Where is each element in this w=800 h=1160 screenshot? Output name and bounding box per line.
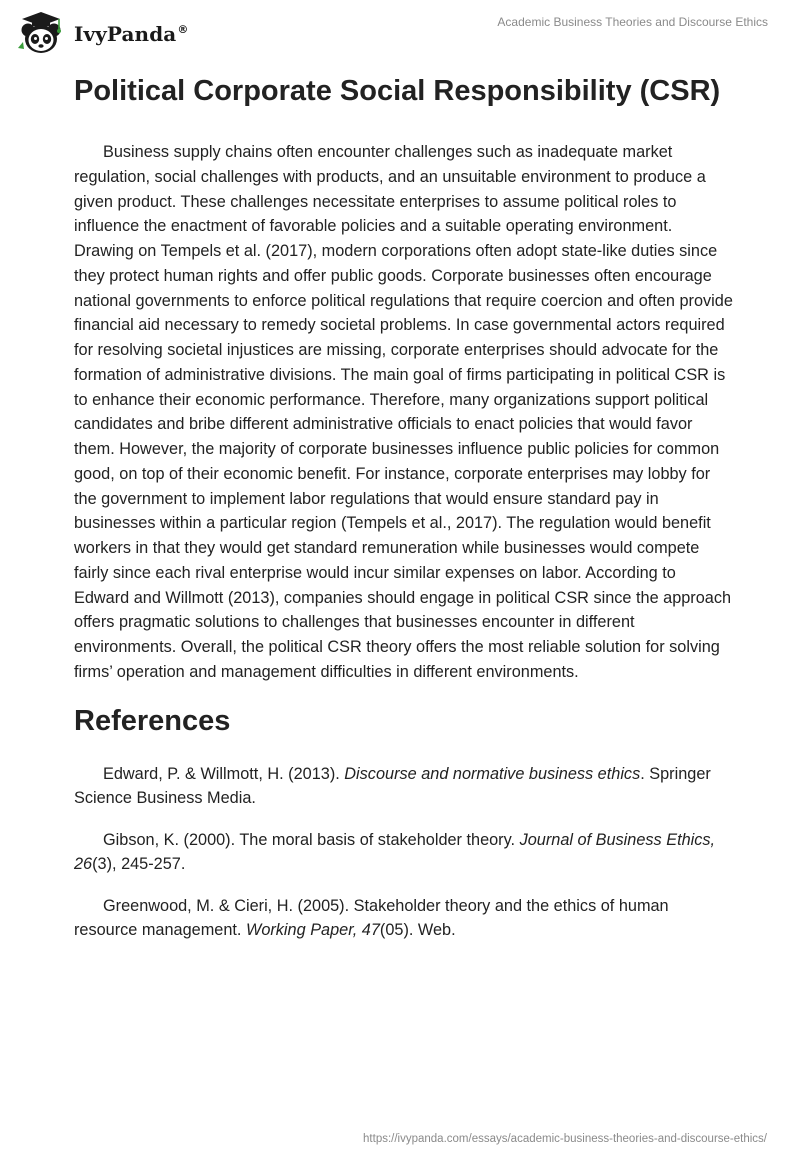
- reference-text: (3), 245-257.: [92, 855, 186, 874]
- logo-wordmark: IvyPanda®: [74, 22, 189, 46]
- reference-item: [74, 894, 734, 944]
- article-content: [74, 72, 734, 960]
- registered-mark: ®: [177, 23, 189, 37]
- reference-text: (05). Web.: [379, 921, 456, 940]
- reference-item: [74, 828, 734, 878]
- reference-text: Greenwood, M. & Cieri, H. (2005). Stakeholder theory and the ethics of human resource management.: [74, 896, 669, 940]
- references-heading: References: [74, 704, 231, 737]
- page-header: [0, 0, 800, 60]
- reference-title: Working Paper, 47: [245, 921, 380, 940]
- section-heading: Political Corporate Social Responsibility (CSR): [74, 75, 721, 107]
- document-title: Academic Business Theories and Discourse Ethics: [497, 15, 768, 29]
- reference-item: [74, 762, 734, 812]
- ivypanda-logo[interactable]: [14, 8, 188, 56]
- reference-text: Gibson, K. (2000). The moral basis of stakeholder theory.: [103, 830, 520, 849]
- references-list: [74, 762, 734, 944]
- body-paragraph: Business supply chains often encounter challenges such as inadequate market regulation, social challenges with products, and an unsuitable environment to produce a given product. These challenges necessitate enterprises to assume political roles to influence the enactment of favorable policies and a suitable operating environment. Drawing on Tempels et al. (2017), modern corporations often adopt state-like duties since they protect human rights and offer public goods. Corporate businesses often encourage national governments to enforce political regulations that require coercion and often provide financial aid necessary to remedy societal problems. In case governmental actors required for resolving societal injustices are missing, corporate enterprises should advocate for the formation of administrative divisions. The main goal of firms participating in political CSR is to enhance their economic performance. Therefore, many organizations support political candidates and bribe different administrative officials to enact policies that would favor them. However, the majority of corporate businesses influence public policies for common good, on top of their economic benefit. For instance, corporate enterprises may lobby for the government to implement labor regulations that would ensure standard pay in businesses within a particular region (Tempels et al., 2017). The regulation would benefit workers in that they would get standard remuneration while businesses would compete fairly since each rival enterprise would incur similar expenses on labor. According to Edward and Willmott (2013), companies should engage in political CSR since the approach offers pragmatic solutions to challenges that businesses encounter in different environments. Overall, the political CSR theory offers the most reliable solution for solving firms’ operation and management difficulties in different environments.: [74, 143, 733, 681]
- panda-graduate-icon: [14, 8, 70, 56]
- reference-title: Discourse and normative business ethics: [344, 764, 641, 783]
- reference-text: Edward, P. & Willmott, H. (2013).: [103, 764, 345, 783]
- reference-text: . Springer Science Business Media.: [74, 764, 711, 808]
- source-url[interactable]: https://ivypanda.com/essays/academic-business-theories-and-discourse-ethics/: [363, 1133, 767, 1145]
- reference-title: Journal of Business Ethics, 26: [74, 830, 716, 874]
